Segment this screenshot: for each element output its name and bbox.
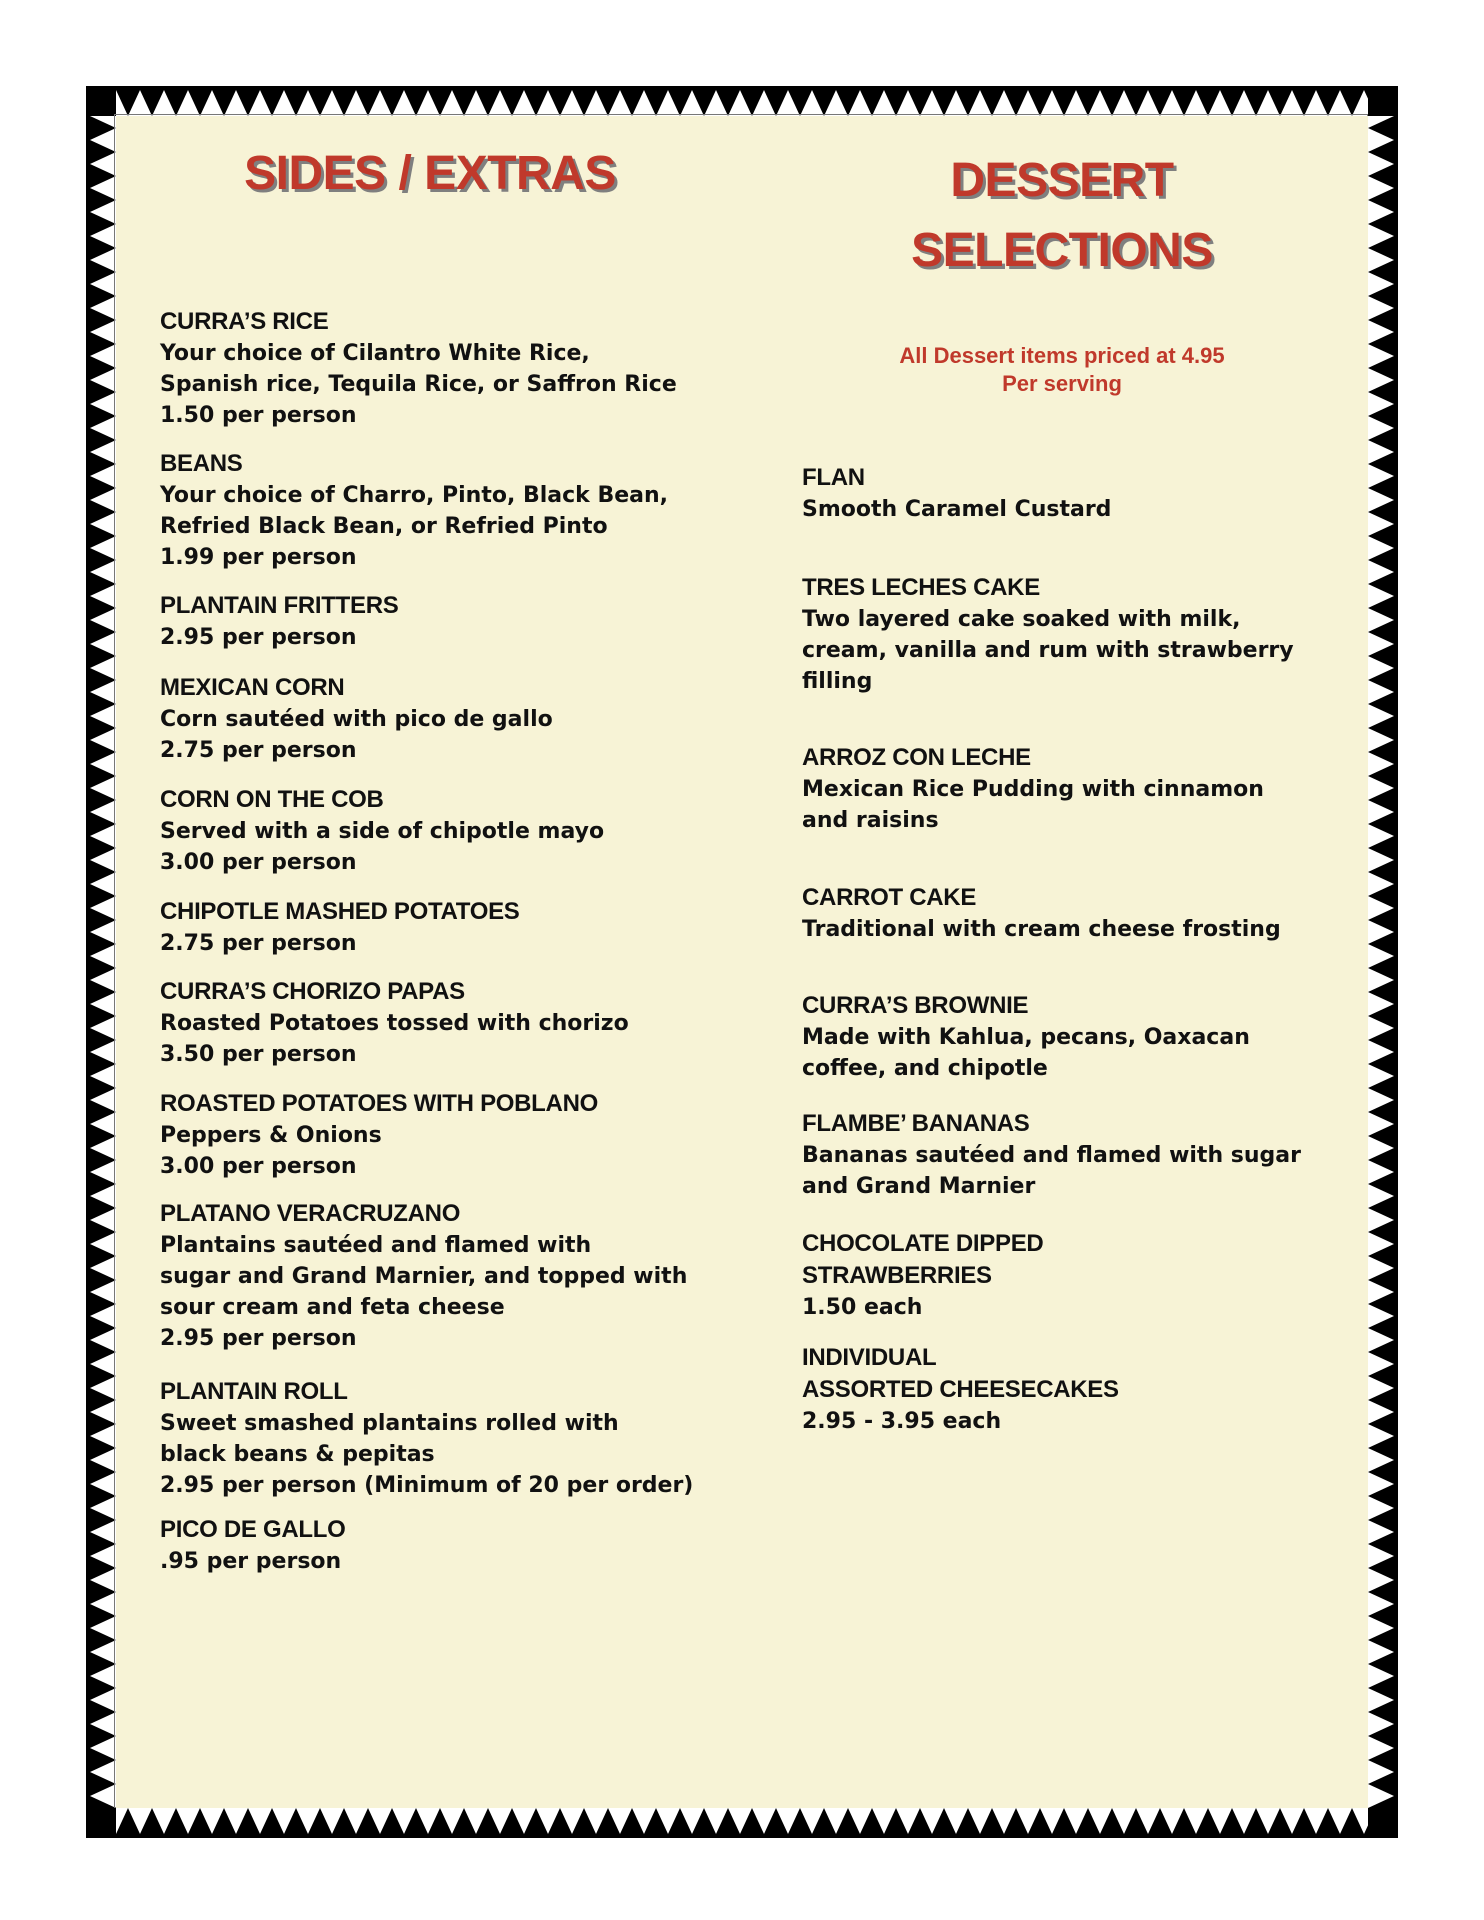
side-item-description: 2.95 per person	[160, 625, 357, 650]
dessert-price-note: All Dessert items priced at 4.95 Per serving	[899, 343, 1225, 396]
side-item-description: Peppers & Onions 3.00 per person	[160, 1123, 382, 1179]
side-item-description: Served with a side of chipotle mayo 3.00 per person	[160, 819, 605, 875]
side-item-name: CURRA’S CHORIZO PAPAS	[160, 978, 465, 1005]
dessert-item-description: Two layered cake soaked with milk, cream, vanilla and rum with strawberry filling	[802, 607, 1294, 694]
side-item-name: CHIPOTLE MASHED POTATOES	[160, 898, 520, 925]
side-item-description: 2.75 per person	[160, 931, 357, 956]
side-item-name: PLATANO VERACRUZANO	[160, 1200, 461, 1227]
side-item-description: Your choice of Charro, Pinto, Black Bean, Refried Black Bean, or Refried Pinto 1.99 per person	[160, 483, 669, 570]
dessert-item-name: FLAMBE’ BANANAS	[802, 1110, 1030, 1137]
side-item-description: Roasted Potatoes tossed with chorizo 3.50 per person	[160, 1011, 629, 1067]
dessert-item-description: Smooth Caramel Custard	[802, 497, 1112, 522]
side-item	[160, 1198, 740, 1354]
side-item-name: MEXICAN CORN	[160, 674, 345, 701]
side-item-description: Sweet smashed plantains rolled with black beans & pepitas 2.95 per person (Minimum of 20 per order)	[160, 1411, 694, 1498]
side-item-name: CORN ON THE COB	[160, 786, 384, 813]
sides-title: SIDES / EXTRAS	[244, 147, 616, 200]
dessert-item	[802, 882, 1382, 945]
side-item	[160, 784, 740, 878]
side-item-description: Your choice of Cilantro White Rice, Spanish rice, Tequila Rice, or Saffron Rice 1.50 per person	[160, 341, 677, 428]
dessert-item	[802, 990, 1382, 1084]
side-item-description: .95 per person	[160, 1549, 342, 1574]
dessert-item	[802, 1342, 1382, 1437]
side-item-description: Corn sautéed with pico de gallo 2.75 per person	[160, 707, 553, 763]
dessert-item-description: 1.50 each	[802, 1295, 923, 1320]
dessert-item-description: 2.95 - 3.95 each	[802, 1409, 1002, 1434]
side-item-name: ROASTED POTATOES WITH POBLANO	[160, 1090, 598, 1117]
dessert-item-name: CARROT CAKE	[802, 884, 977, 911]
dessert-item-description: Traditional with cream cheese frosting	[802, 917, 1281, 942]
side-item	[160, 672, 740, 766]
side-item	[160, 1088, 740, 1182]
side-item-name: BEANS	[160, 450, 243, 477]
side-item	[160, 896, 740, 959]
side-item	[160, 1376, 740, 1501]
side-item-name: PLANTAIN ROLL	[160, 1378, 348, 1405]
dessert-item	[802, 572, 1382, 697]
dessert-item	[802, 462, 1382, 525]
side-item-name: CURRA’S RICE	[160, 308, 329, 335]
dessert-item	[802, 742, 1382, 836]
menu-panel	[116, 116, 1368, 1808]
dessert-item-name: FLAN	[802, 464, 865, 491]
side-item	[160, 448, 740, 573]
dessert-item-description: Mexican Rice Pudding with cinnamon and raisins	[802, 777, 1264, 833]
side-item-name: PICO DE GALLO	[160, 1516, 346, 1543]
side-item-description: Plantains sautéed and flamed with sugar and Grand Marnier, and topped with sour cream and feta cheese 2.95 per person	[160, 1233, 688, 1351]
dessert-item-description: Made with Kahlua, pecans, Oaxacan coffee, and chipotle	[802, 1025, 1250, 1081]
side-item	[160, 590, 740, 653]
dessert-item	[802, 1108, 1382, 1202]
dessert-item	[802, 1228, 1382, 1323]
side-item	[160, 976, 740, 1070]
dessert-item-name: ARROZ CON LECHE	[802, 744, 1031, 771]
dessert-item-name: TRES LECHES CAKE	[802, 574, 1040, 601]
side-item-name: PLANTAIN FRITTERS	[160, 592, 399, 619]
dessert-item-name: CURRA’S BROWNIE	[802, 992, 1029, 1019]
desserts-title	[802, 146, 1322, 286]
desserts-title-text: DESSERT SELECTIONS	[911, 154, 1213, 277]
side-item	[160, 306, 740, 431]
dessert-item-name: CHOCOLATE DIPPED STRAWBERRIES	[802, 1230, 1044, 1289]
dessert-item-name: INDIVIDUAL ASSORTED CHEESECAKES	[802, 1344, 1119, 1403]
dessert-item-description: Bananas sautéed and flamed with sugar and Grand Marnier	[802, 1143, 1301, 1199]
side-item	[160, 1514, 740, 1577]
